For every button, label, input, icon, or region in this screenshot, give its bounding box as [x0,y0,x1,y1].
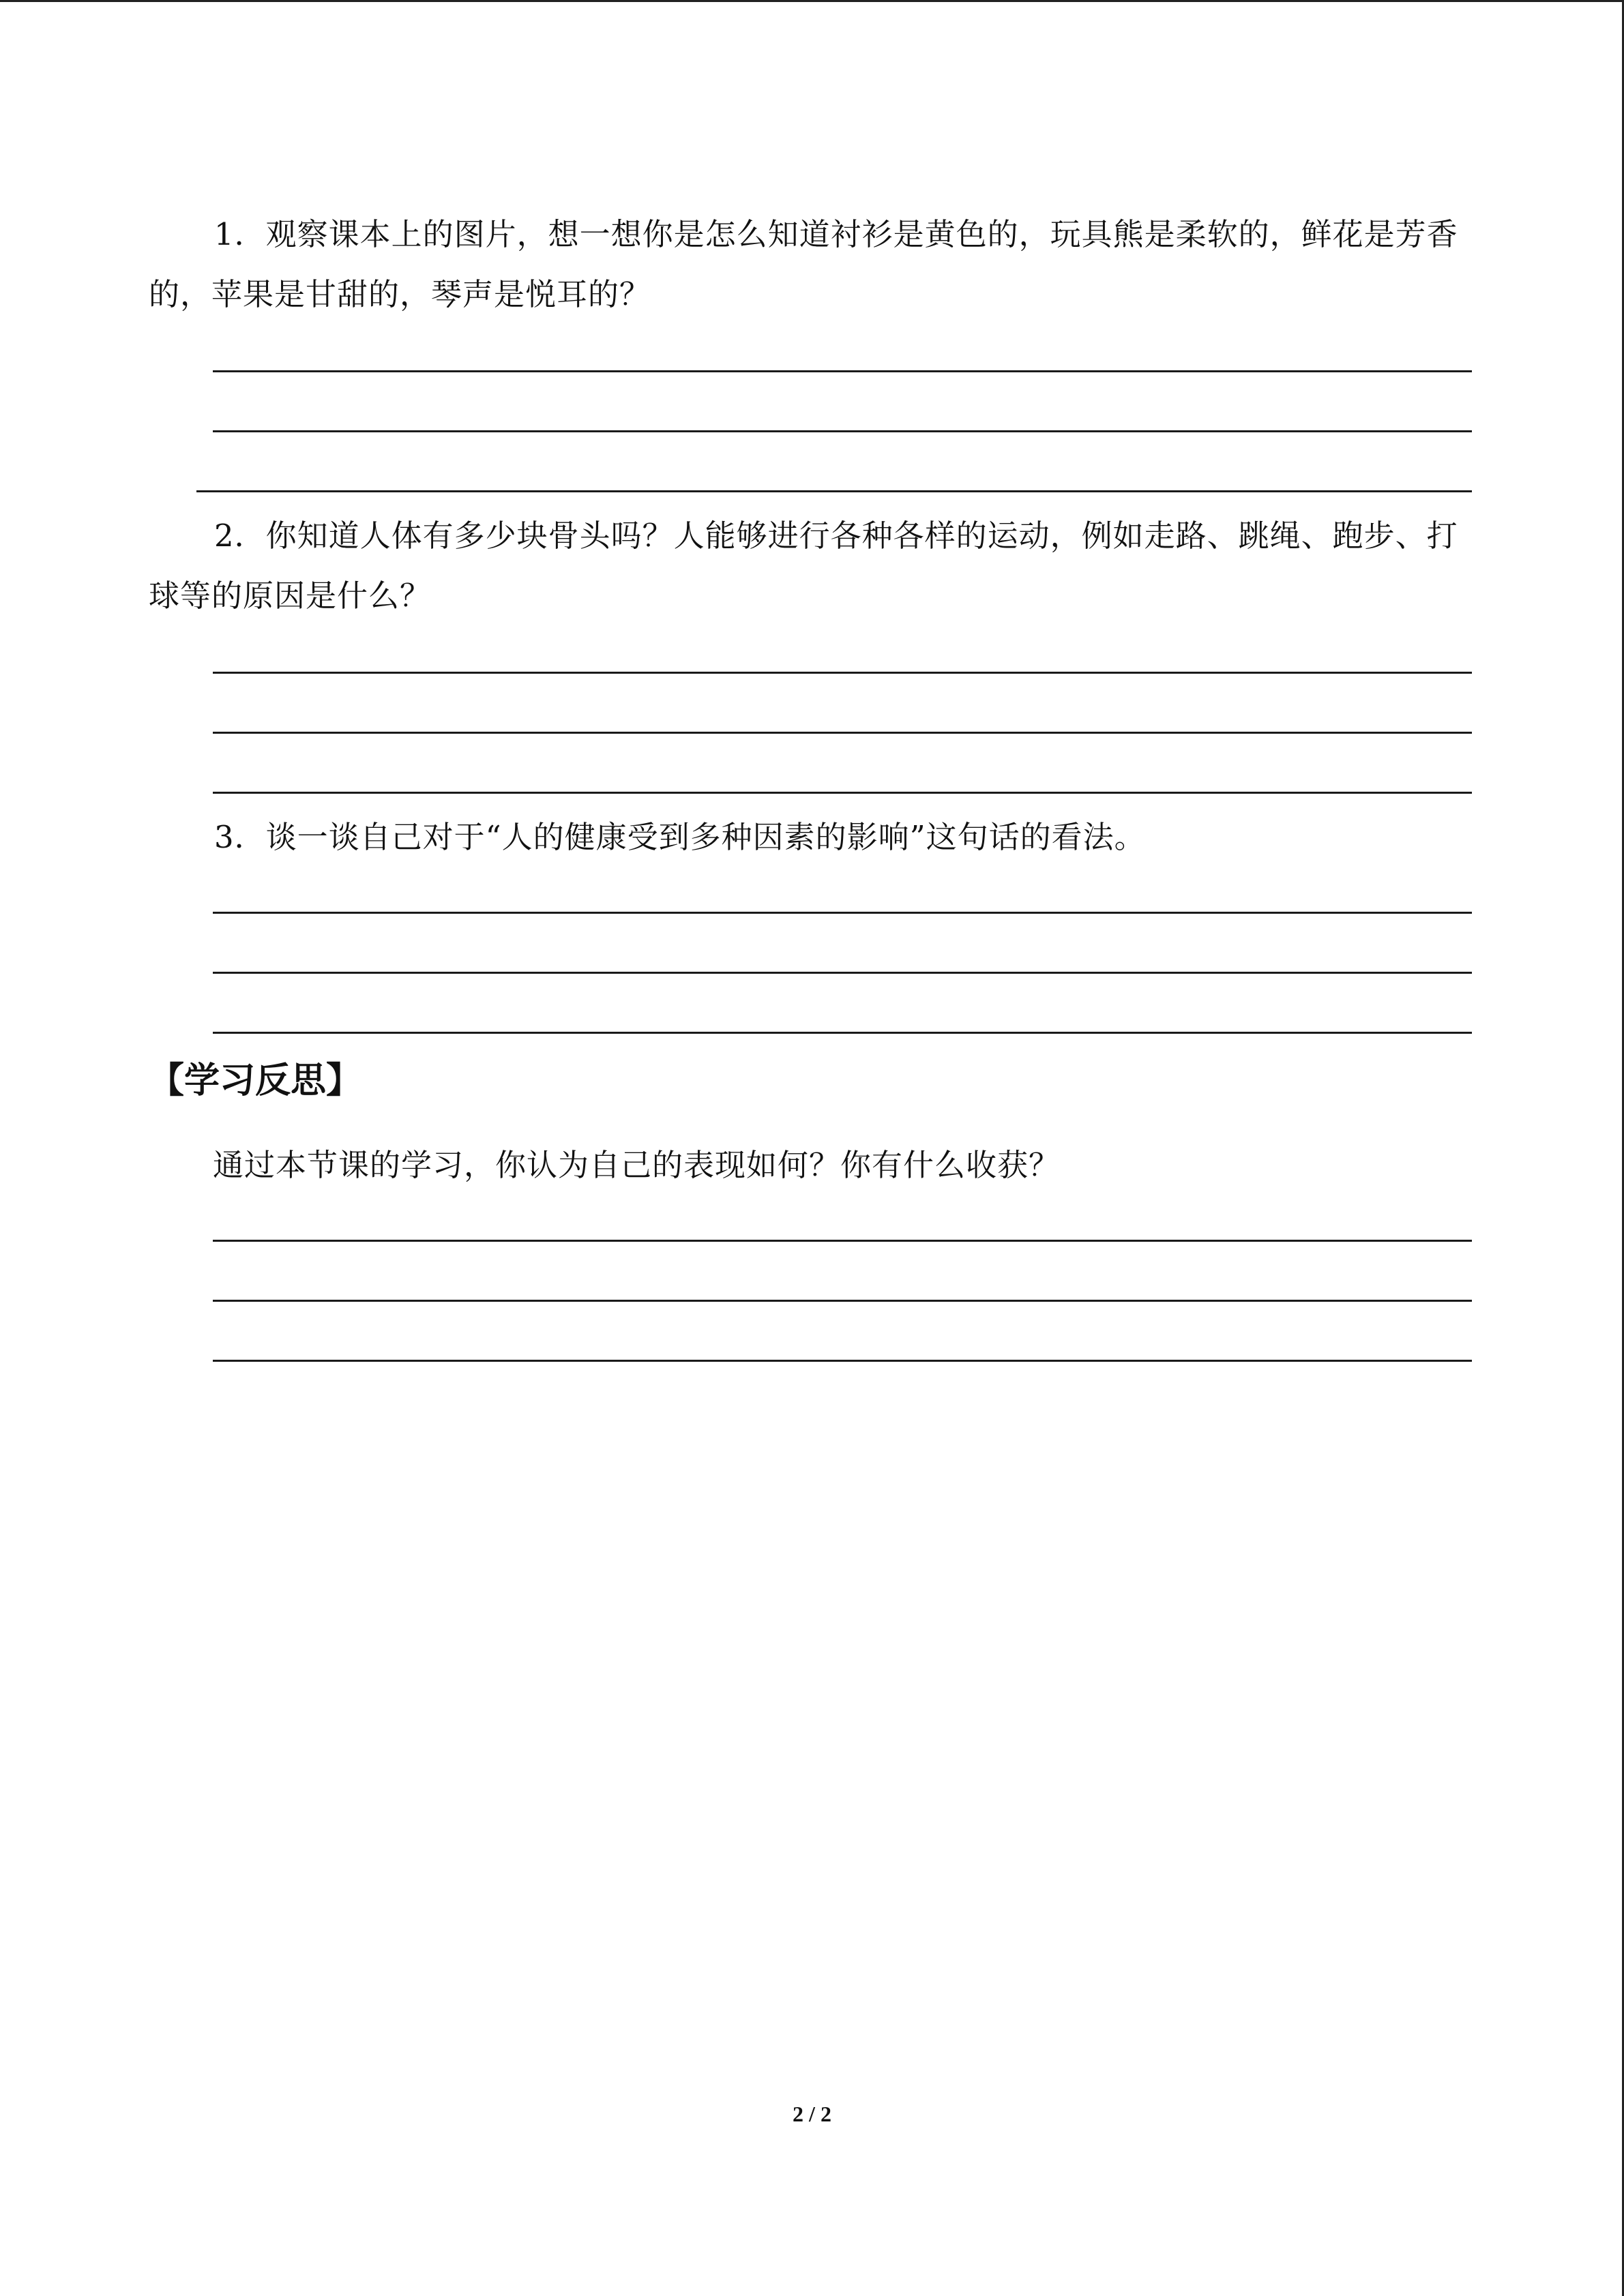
answer-line[interactable] [213,370,1472,372]
answer-line[interactable] [213,1032,1472,1034]
answer-line[interactable] [213,1300,1472,1302]
answer-line[interactable] [213,672,1472,674]
question-2: 2．你知道人体有多少块骨头吗？人能够进行各种各样的运动，例如走路、跳绳、跑步、打球等的原因是什么？ [149,518,1458,614]
answer-line[interactable] [213,1240,1472,1242]
question-3: 3．谈一谈自己对于“人的健康受到多种因素的影响”这句话的看法。 [214,819,1146,855]
answer-line[interactable] [213,732,1472,734]
answer-line[interactable] [213,430,1472,432]
reflection-prompt: 通过本节课的学习，你认为自己的表现如何？你有什么收获？ [213,1147,1061,1183]
section-title-reflection: 【学习反思】 [149,1060,362,1101]
page-number: 2 / 2 [793,2102,831,2126]
top-border [0,0,1624,2]
answer-line[interactable] [213,972,1472,974]
answer-line[interactable] [213,792,1472,794]
answer-line[interactable] [213,912,1472,914]
answer-line[interactable] [196,490,1472,492]
question-1: 1．观察课本上的图片，想一想你是怎么知道衬衫是黄色的，玩具熊是柔软的，鲜花是芳香的，苹果是甘甜的，琴声是悦耳的？ [149,216,1458,312]
answer-line[interactable] [213,1360,1472,1362]
